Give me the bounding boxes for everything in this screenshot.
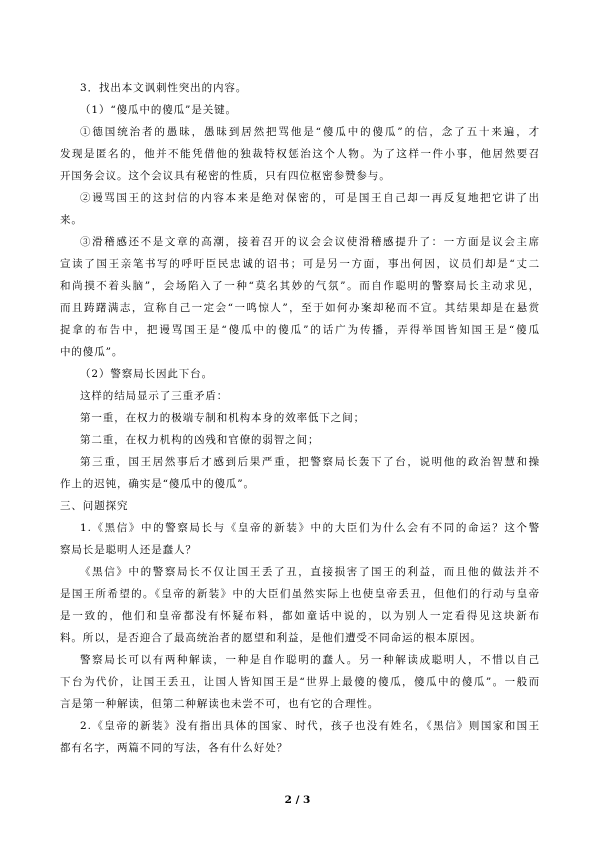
text-line: ①德国统治者的愚昧，愚昧到居然把骂他是“傻瓜中的傻瓜”的信，念了五十来遍，才: [80, 126, 540, 138]
question-2: [60, 715, 540, 759]
text-line: 察局长是聪明人还是蠢人？: [60, 544, 197, 556]
text-line: 料。所以，是否迎合了最高统治者的愿望和利益，是他们遭受不同命运的根本原因。: [60, 632, 482, 644]
text-line: 是国王所希望的。《皇帝的新装》中的大臣们虽然实际上也使皇帝丢丑，但他们的行动与皇帝: [60, 588, 540, 600]
text-line: ③滑稽感还不是文章的高潮，接着召开的议会会议使滑稽感提升了：一方面是议会主席: [80, 236, 540, 248]
text-line: 下台为代价，让国王丢丑，让国人皆知国王是“世界上最傻的傻瓜，傻瓜中的傻瓜”。一般而: [60, 676, 540, 688]
text-line: 《黑信》中的警察局长不仅让国王丢了丑，直接损害了国王的利益，而且他的做法并不: [80, 566, 540, 578]
text-line: 中的傻瓜”。: [60, 346, 124, 358]
text-line: 这样的结局显示了三重矛盾：: [80, 390, 229, 402]
paragraph-item-3: [60, 231, 540, 363]
paragraph-contradiction-2: [60, 429, 540, 451]
text-line: 1.《黑信》中的警察局长与《皇帝的新装》中的大臣们为什么会有不同的命运？这个警: [80, 522, 540, 534]
section-heading-text: 三、问题探究: [60, 500, 129, 512]
text-line: 第一重，在权力的极端专制和机构本身的效率低下之间；: [80, 412, 365, 424]
page-number: 2 / 3: [284, 794, 311, 806]
text-line: 开国务会议。这个会议具有秘密的性质，只有四位枢密参赞参与。: [60, 170, 391, 182]
text-line: 第三重，国王居然事后才感到后果严重，把警察局长轰下了台，说明他的政治智慧和操: [80, 456, 540, 468]
paragraph-item-2: [60, 187, 540, 231]
paragraph-contradiction-3: [60, 451, 540, 495]
text-line: 宣读了国王亲笔书写的呼吁臣民忠诚的诏书；可是另一方面，事出何因，议员们却是“丈二: [60, 258, 540, 270]
text-line: 而且踌躇满志，宣称自己一定会“一鸣惊人”，至于如何办案却秘而不宣。其结果却是在悬赏: [60, 302, 540, 314]
text-line: ②谩骂国王的这封信的内容本来是绝对保密的，可是国王自己却一再反复地把它讲了出: [80, 192, 540, 204]
text-line: 言是第一种解读，但第二种解读也未尝不可，也有它的合理性。: [60, 698, 380, 710]
paragraph-point-2: [60, 363, 540, 385]
text-line: 是一致的，他们和皇帝都没有怀疑布料，都如童话中说的，以为别人一定看得见这块新布: [60, 610, 540, 622]
section-heading: [60, 495, 540, 517]
answer-1-paragraph-1: [60, 561, 540, 649]
paragraph-contradictions-intro: [60, 385, 540, 407]
text-line: 来。: [60, 214, 83, 226]
text-line: 作上的迟钝，确实是“傻瓜中的傻瓜”。: [60, 478, 255, 490]
text-line: 发现是匿名的，他并不能凭借他的独裁特权惩治这个人物。为了这样一件小事，他居然要召: [60, 148, 540, 160]
answer-1-paragraph-2: [60, 649, 540, 715]
paragraph-contradiction-1: [60, 407, 540, 429]
text-line: 和尚摸不着头脑”，会场陷入了一种“莫名其妙的气氛”。而自作聪明的警察局长主动求见，: [60, 280, 540, 292]
text-line: 警察局长可以有两种解读，一种是自作聪明的蠢人。另一种解读成聪明人，不惜以自己: [80, 654, 540, 666]
text-line: 第二重，在权力机构的凶残和官僚的弱智之间；: [80, 434, 320, 446]
document-body: [60, 77, 540, 759]
paragraph-point-1: [60, 99, 540, 121]
question-1: [60, 517, 540, 561]
text-line: （2）警察局长因此下台。: [80, 368, 213, 380]
text-line: （1）“傻瓜中的傻瓜”是关键。: [80, 104, 237, 116]
paragraph-task-3: [60, 77, 540, 99]
text-line: 都有名字，两篇不同的写法，各有什么好处？: [60, 742, 288, 754]
text-line: 捉拿的布告中，把谩骂国王是“傻瓜中的傻瓜”的话广为传播，弄得举国皆知国王是“傻瓜: [60, 324, 540, 336]
paragraph-item-1: [60, 121, 540, 187]
text-line: 2.《皇帝的新装》没有指出具体的国家、时代，孩子也没有姓名，《黑信》则国家和国王: [80, 720, 540, 732]
text-line: 3．找出本文讽刺性突出的内容。: [80, 82, 248, 94]
